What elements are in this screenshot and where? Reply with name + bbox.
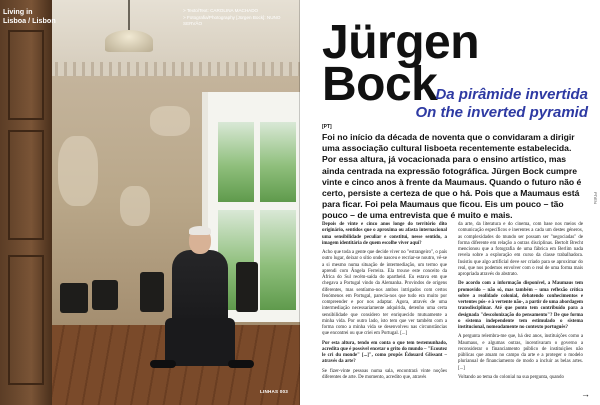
article-page (300, 0, 600, 405)
article-title-line2: Bock (322, 58, 438, 111)
chair (60, 283, 88, 313)
interview-question: Por esta altura, tendo em conta o que tem testemunhado, acredita que é possível encetar o grito do mundo – "Ecoutez le cri du monde" [...]", como propôs Édouard Glissant – através da arte? (322, 340, 447, 365)
left-door (0, 0, 52, 405)
text-column-1 (322, 222, 447, 384)
chair (92, 280, 118, 310)
interview-answer: Voltando ao tema do colonial na sua pergunta, quando (458, 374, 564, 380)
section-label-line1: Living in (3, 7, 33, 16)
interview-answer: Se fizer-vinte pessoas numa sala, encontrará vinte noções diferentes de arte. De momento, acredito que, através (322, 368, 447, 380)
continue-arrow-icon: → (581, 389, 590, 399)
portrait-subject-hair (189, 226, 211, 235)
side-language-mark: PT/EN (593, 192, 598, 204)
lead-paragraph: Foi no início da década de noventa que o convidaram a dirigir uma associação cultural lisboeta recentemente estabelecida. Por essa altura, já vocacionada para o ensino artístico, mas ainda centrada na expressão fotográfica. Jürgen Bock cumpre vinte e cinco anos à frente da Maumaus. Quando o futuro não é certo, persiste a certeza de que o há. Pois que a Maumaus está para ficar. Foi pela Maumaus que ficou. Eis um pouco – tão pouco – de uma entrevista que é muito e mais. (322, 132, 582, 221)
interview-question: De acordo com a informação disponível, a Maumaus tem promovido – não só, mas também – uma reflexão crítica sobre a realidade colonial, debatendo conhecimentos e vertentes pós- e à vertente não-, a partir de uma abordagem transdisciplinar. Até que ponto tem contribuído para a designada "descolonização do pensamento"? De que forma o sistema independente tem estimulado o sistema institucional, nomeadamente no contexto português? (458, 281, 583, 330)
interview-answer: da arte, da literatura e do cinema, com base nos meios de comunicação específicos e inerentes a cada um destes géneros, as complexidades do mundo ser possam ser "negociadas" de forma diferente em relação a outras disciplinas. Bertolt Brecht mencionou que a fotografia de uma fábrica em Berlim nada revela sobre a exploração em curso da classe trabalhadora. Insistiu que algo artificial deve ser criado para se aproximar do real, que nos podemos envolver com o real de uma forma mais apropriada através do abstrato. (458, 222, 583, 277)
portrait-subject-legs (165, 318, 235, 366)
shoe (150, 360, 176, 368)
language-tag: [PT] (322, 124, 332, 130)
chair (236, 262, 258, 312)
text-column-2 (458, 222, 583, 384)
subtitle-portuguese: Da pirâmide invertida (435, 86, 588, 103)
subtitle-english: On the inverted pyramid (415, 104, 588, 121)
article-title-line1: Jürgen (322, 16, 480, 69)
section-label-line2: Lisboa / Lisbon (3, 16, 56, 25)
interview-answer: A pergunta relembra-me que, há dez anos, instituições como a Maumaus, e algumas outras, incentivaram o governo a reconsiderar o financiamento público de instituições não públicas que atuam no campo da arte e a proteger o modelo plurianual de financiamento de modo a incluir as belas artes. [...] (458, 334, 583, 371)
ceiling-cornice (40, 62, 300, 76)
text-credit: > Texto/Text: CAROLINA MACHADO (183, 8, 259, 13)
photo-credits (183, 8, 295, 28)
lamp-cord (128, 0, 130, 32)
page-number: LINHAS 003 (260, 389, 289, 394)
shoe (228, 360, 254, 368)
ceiling-lamp (105, 30, 153, 52)
section-label (3, 7, 56, 25)
chair (140, 272, 164, 312)
interview-answer: Acho que toda a gente que decide viver no "estrangeiro", o país outro lugar, deixar o sítio onde nasceu e recriar-se noutro, vê-se a si mesmo numa situação de intermediação, um termo que aprendi com Ângela Ferreira. Ela trouxe este conceito da África do Sul recém-saída do apartheid. Eu estava em que chegava a Portugal vindo da Alemanha. Provindos de origens diferentes, mas sentíamo-nos ambos intrigados com certos fenómenos em Portugal, parecia-nos que tudo era muito por compreender e por nos adaptar. Agora, através de uma intermediação necessariamente adquirida, detenho uma certa sensibilidade que considero ter enriquecido mutuamente a minha vida. Por outro lado, isto tem que ver também com a forma como a minha vida se desenvolveu nas circunstâncias que encontrei ou que criei em Portugal. [...] (322, 250, 447, 337)
interview-question: Depois de vinte e cinco anos longe do território dito originário, sentidos que o aproxima ou afasta internacional uma sensibilidade peculiar e constitui, nesse sentido, a imagem identitária de quem escolhe viver aqui? (322, 222, 447, 246)
photo-credit: > Fotografia/Photography [Jürgen Bock]: NUNO SERVÃO (183, 14, 281, 26)
